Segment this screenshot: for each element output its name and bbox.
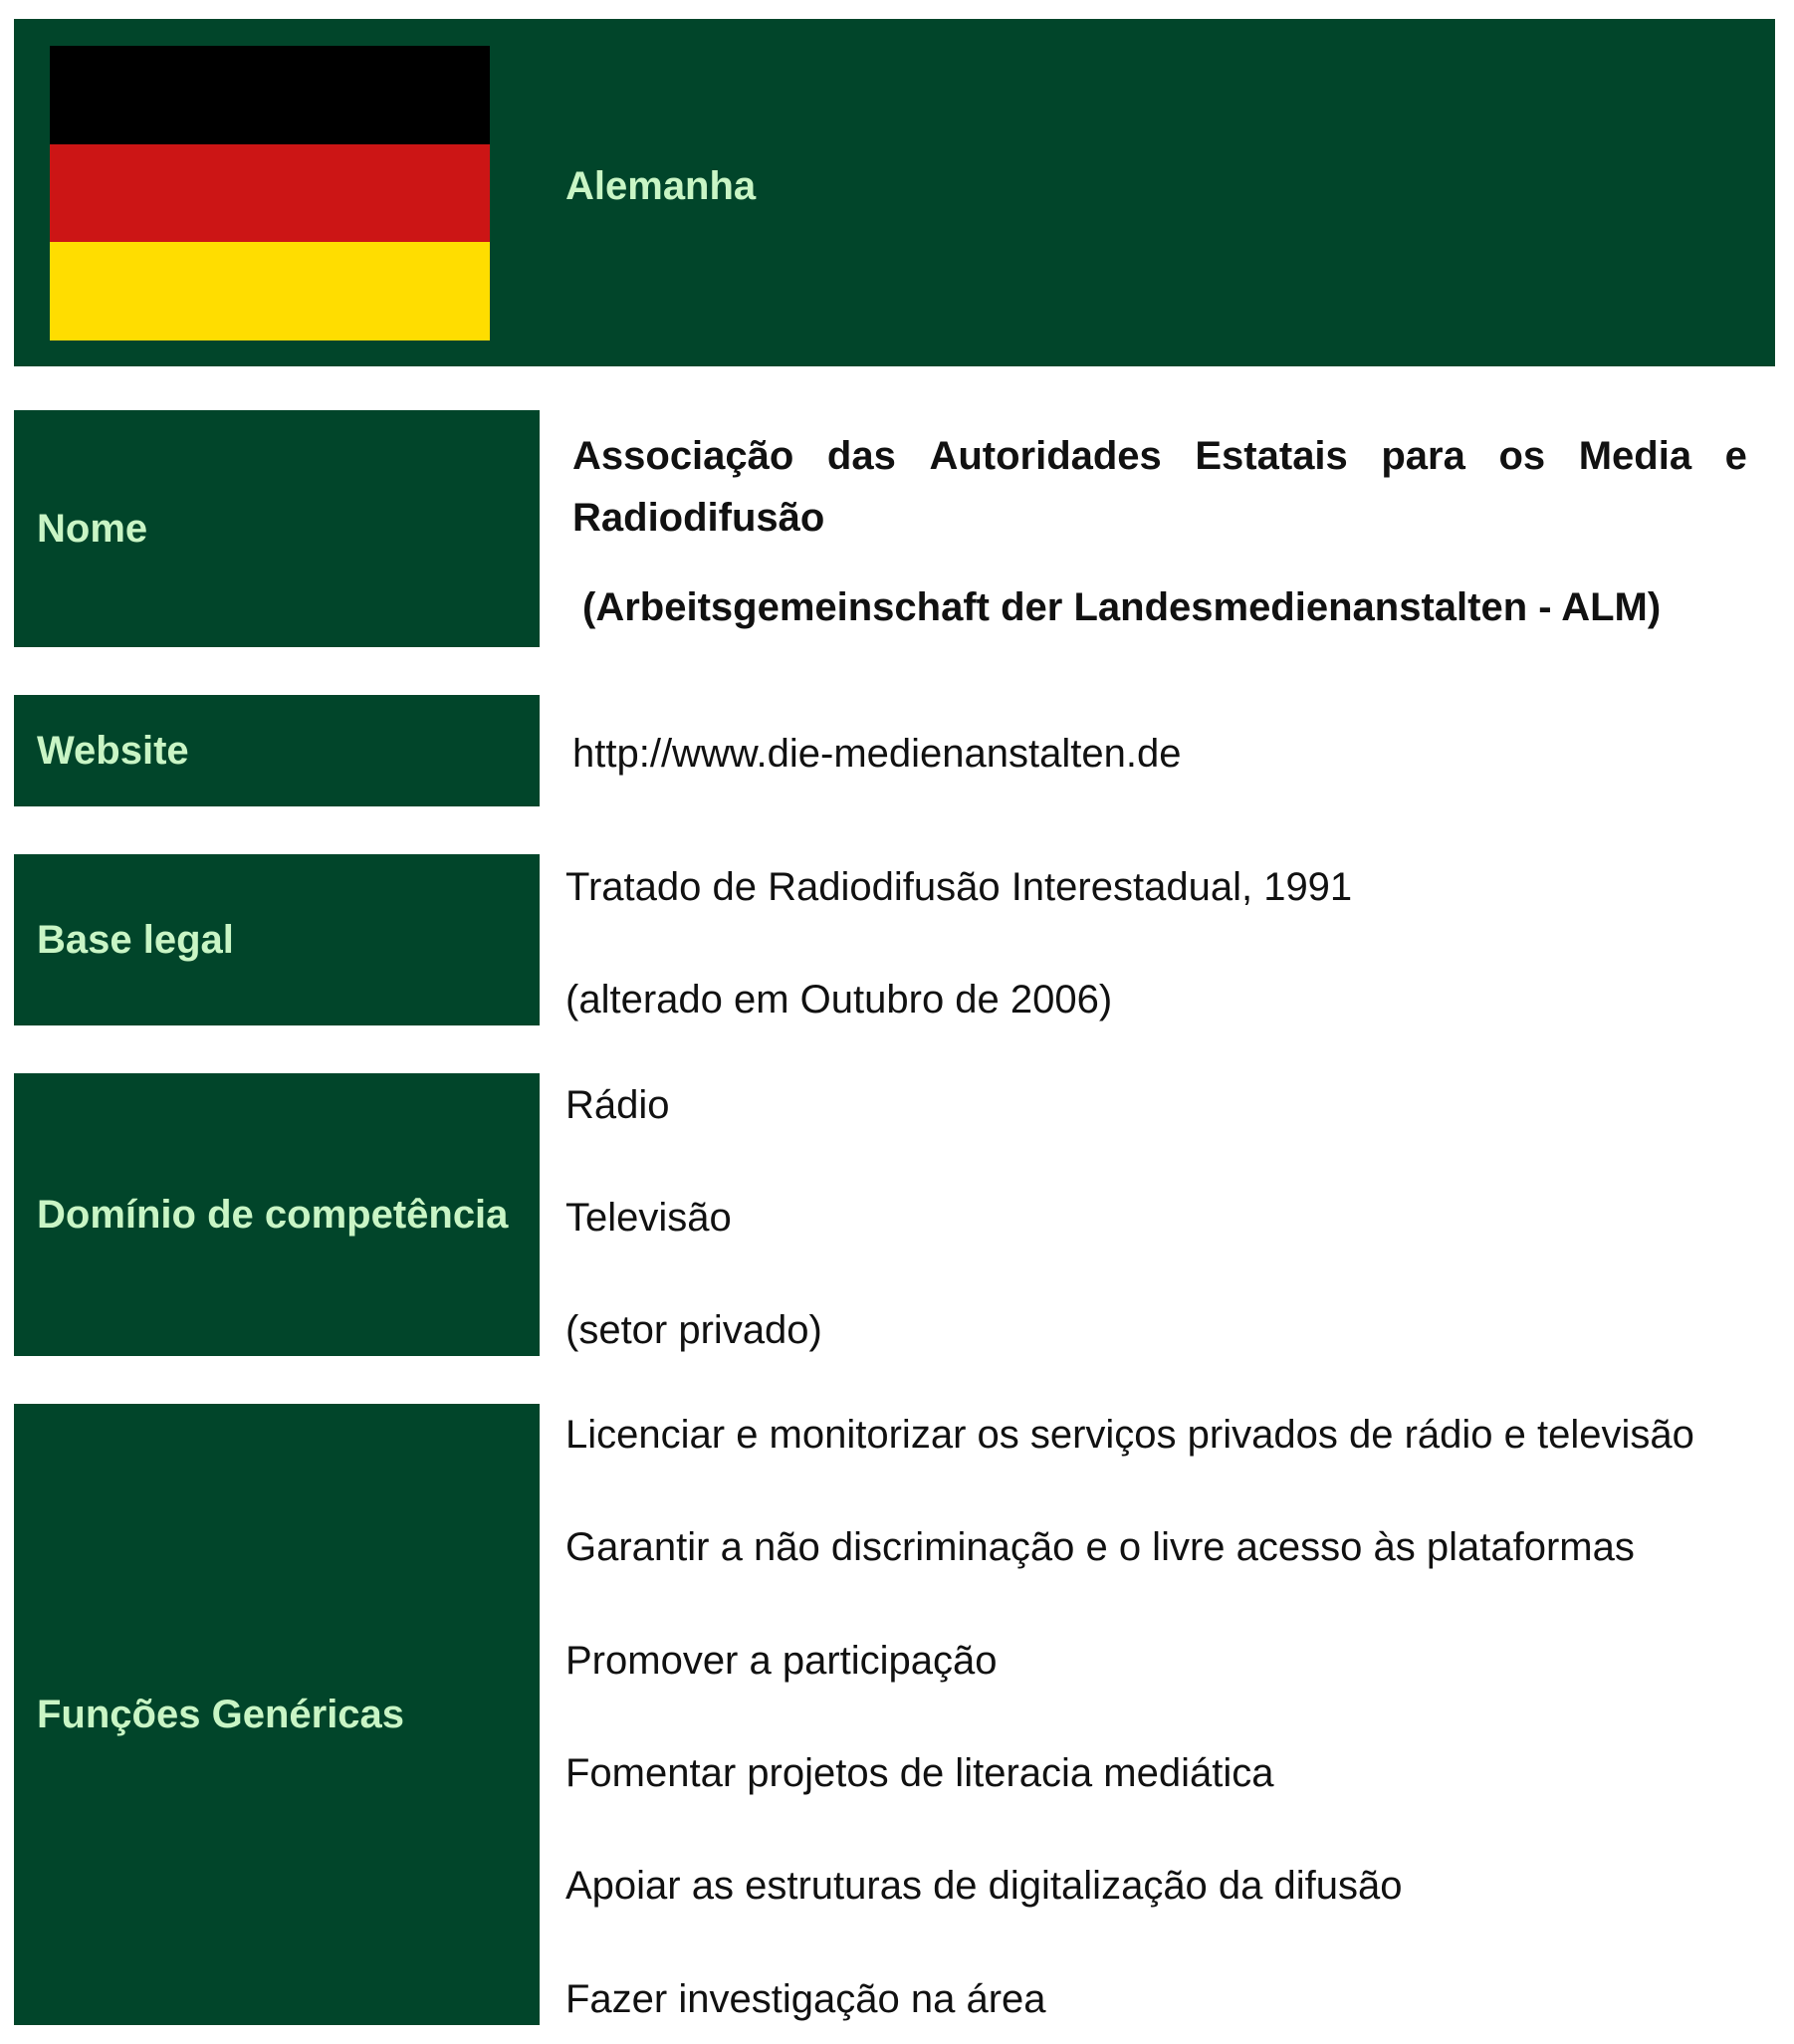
funcoes-line: Garantir a não discriminação e o livre acesso às plataformas [565,1525,1635,1569]
label-dominio: Domínio de competência [37,1193,509,1237]
nome-line-1 [572,436,1747,476]
label-nome-box [14,410,540,647]
label-website-box [14,695,540,806]
funcoes-line: Fazer investigação na área [565,1977,1046,2021]
nome-word: e [1724,434,1747,478]
germany-flag-icon [50,46,490,341]
dominio-line: (setor privado) [565,1308,822,1352]
nome-original: (Arbeitsgemeinschaft der Landesmedienanstalten - ALM) [582,585,1662,629]
flag-stripe-black [50,46,490,144]
nome-word: Media [1578,434,1692,478]
label-base-legal-box [14,854,540,1025]
nome-word: Associação [572,434,794,478]
website-link[interactable]: http://www.die-medienanstalten.de [572,732,1182,776]
nome-word: Autoridades [929,434,1162,478]
nome-line-2: Radiodifusão [572,496,825,540]
funcoes-line: Licenciar e monitorizar os serviços privados de rádio e televisão [565,1413,1694,1457]
funcoes-line: Apoiar as estruturas de digitalização da difusão [565,1864,1403,1908]
nome-word: os [1498,434,1546,478]
label-website: Website [37,729,189,773]
funcoes-line: Fomentar projetos de literacia mediática [565,1751,1274,1795]
label-base-legal: Base legal [37,918,234,962]
base-legal-line: (alterado em Outubro de 2006) [565,978,1113,1022]
label-funcoes-box [14,1404,540,2025]
base-legal-line: Tratado de Radiodifusão Interestadual, 1991 [565,865,1353,909]
nome-word: das [826,434,896,478]
country-header [14,19,1775,366]
label-funcoes: Funções Genéricas [37,1693,405,1736]
dominio-line: Rádio [565,1083,670,1127]
country-name: Alemanha [565,164,757,208]
flag-stripe-gold [50,242,490,341]
label-nome: Nome [37,507,148,551]
dominio-line: Televisão [565,1196,732,1240]
flag-stripe-red [50,144,490,243]
label-dominio-box [14,1073,540,1356]
nome-word: para [1381,434,1465,478]
nome-word: Estatais [1195,434,1348,478]
funcoes-line: Promover a participação [565,1639,998,1683]
